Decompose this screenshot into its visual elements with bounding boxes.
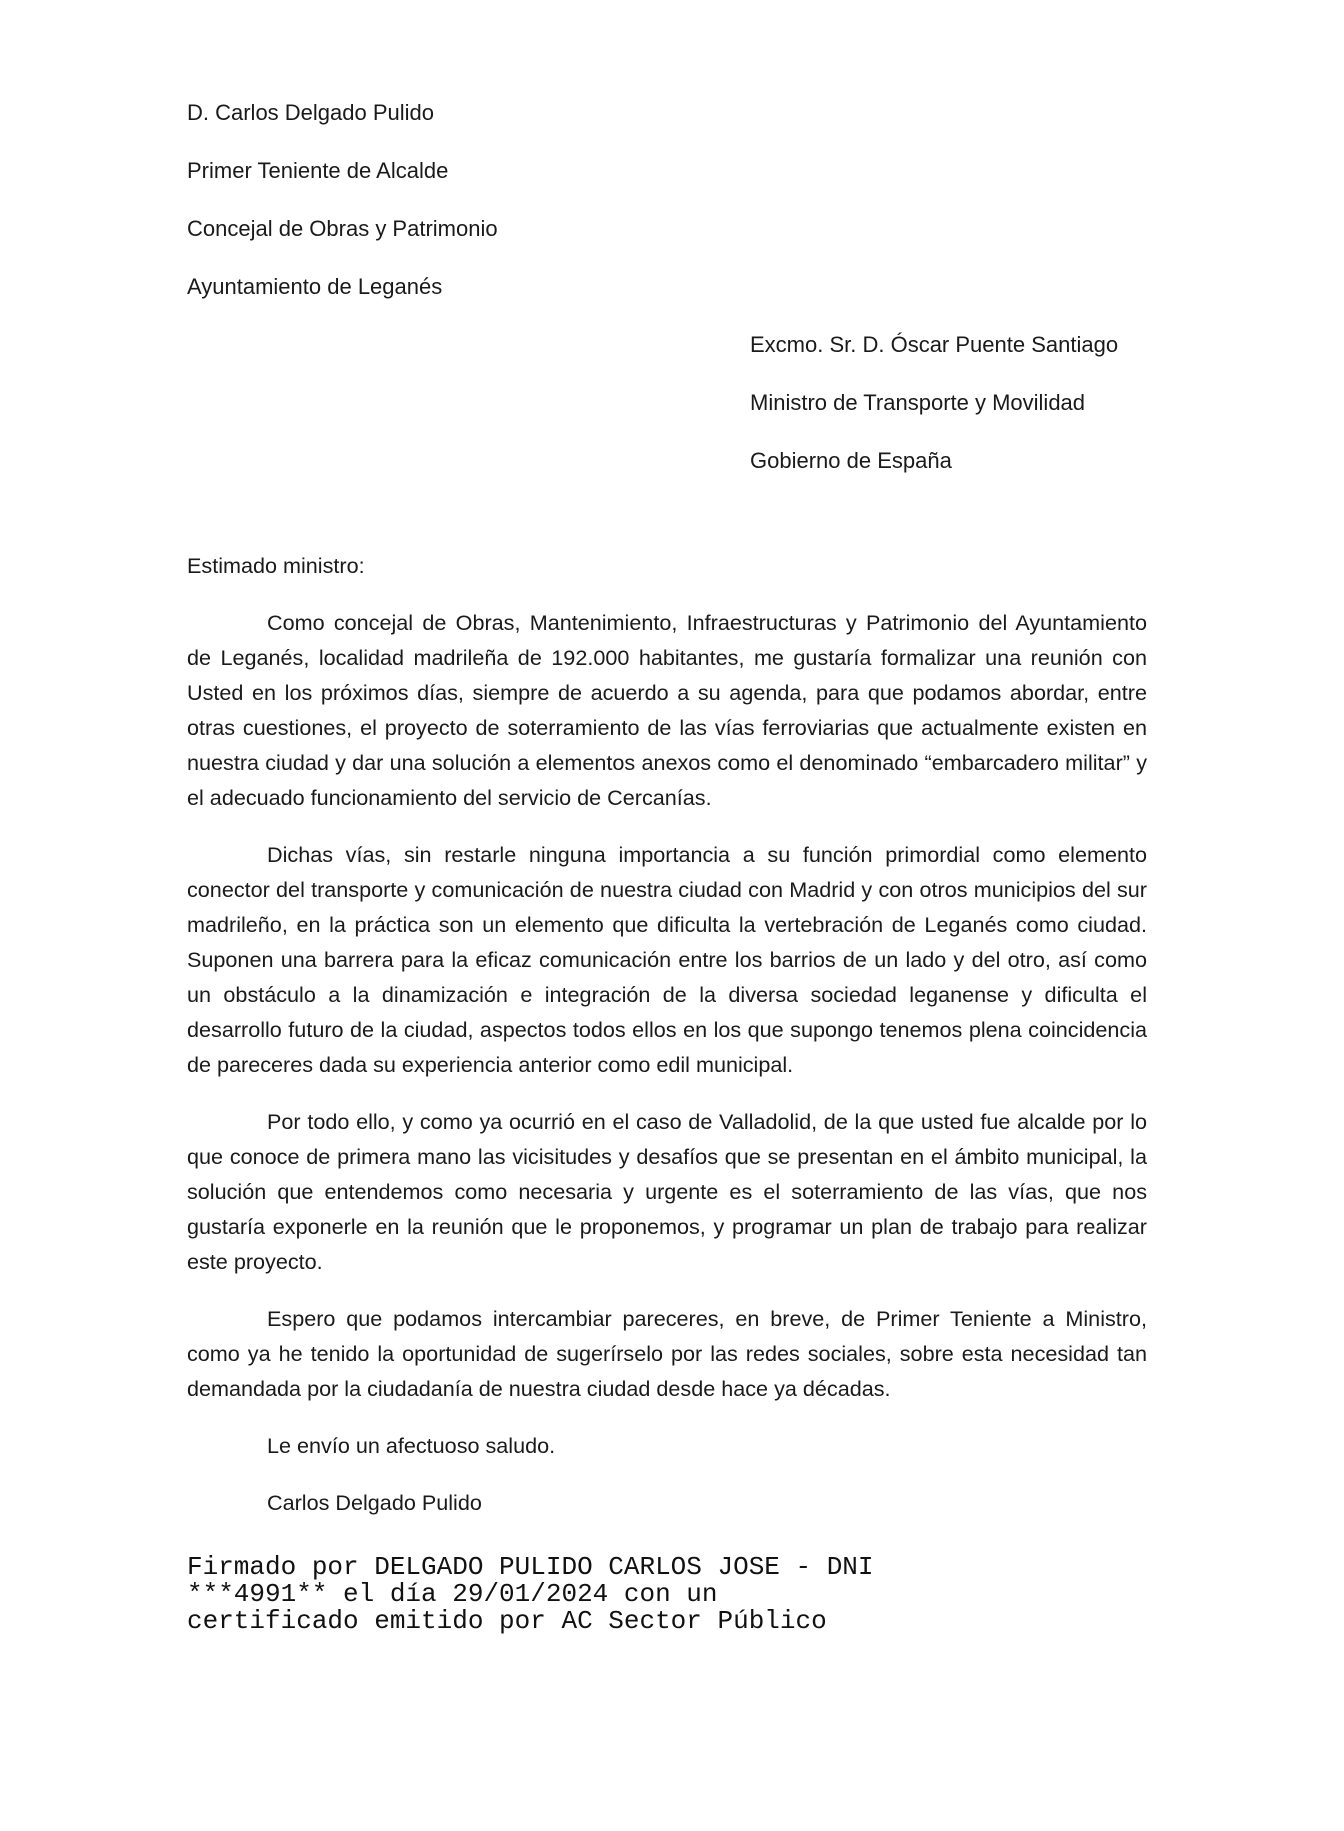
greeting: Estimado ministro: — [187, 553, 365, 578]
sender-organization: Ayuntamiento de Leganés — [187, 274, 443, 299]
letter-body — [187, 548, 1147, 1520]
body-paragraph: Dichas vías, sin restarle ninguna importancia a su función primordial como elemento conector del transporte y comunicación de nuestra ciudad con Madrid y con otros municipios del sur madrileño, en la práctica son un elemento que dificulta la vertebración de Leganés como ciudad. Suponen una barrera para la eficaz comunicación entre los barrios de un lado y del otro, así como un obstáculo a la dinamización e integración de la diversa sociedad leganense y dificulta el desarrollo futuro de la ciudad, aspectos todos ellos en los que supongo tenemos plena coincidencia de pareceres dada su experiencia anterior como edil municipal. — [187, 842, 1147, 1077]
sender-block — [187, 84, 498, 316]
recipient-organization: Gobierno de España — [750, 448, 952, 473]
recipient-block — [750, 316, 1118, 490]
sender-department: Concejal de Obras y Patrimonio — [187, 216, 498, 241]
electronic-signature-stamp — [187, 1554, 874, 1635]
e-signature-line: ***4991** el día 29/01/2024 con un — [187, 1579, 718, 1609]
sender-name: D. Carlos Delgado Pulido — [187, 100, 435, 125]
recipient-title: Ministro de Transporte y Movilidad — [750, 390, 1086, 415]
closing-line: Le envío un afectuoso saludo. — [267, 1433, 556, 1458]
body-paragraph: Como concejal de Obras, Mantenimiento, Infraestructuras y Patrimonio del Ayuntamiento de Leganés, localidad madrileña de 192.000 habitantes, me gustaría formalizar una reunión con Usted en los próximos días, siempre de acuerdo a su agenda, para que podamos abordar, entre otras cuestiones, el proyecto de soterramiento de las vías ferroviarias que actualmente existen en nuestra ciudad y dar una solución a elementos anexos como el denominado “embarcadero militar” y el adecuado funcionamiento del servicio de Cercanías. — [187, 610, 1147, 810]
recipient-name: Excmo. Sr. D. Óscar Puente Santiago — [750, 332, 1119, 357]
e-signature-line: Firmado por DELGADO PULIDO CARLOS JOSE - DNI — [187, 1552, 874, 1582]
signature-name: Carlos Delgado Pulido — [267, 1490, 482, 1515]
body-paragraph: Espero que podamos intercambiar pareceres, en breve, de Primer Teniente a Ministro, como ya he tenido la oportunidad de sugerírselo por las redes sociales, sobre esta necesidad tan demandada por la ciudadanía de nuestra ciudad desde hace ya décadas. — [187, 1306, 1147, 1401]
body-paragraph: Por todo ello, y como ya ocurrió en el caso de Valladolid, de la que usted fue alcalde por lo que conoce de primera mano las vicisitudes y desafíos que se presentan en el ámbito municipal, la solución que entendemos como necesaria y urgente es el soterramiento de las vías, que nos gustaría exponerle en la reunión que le proponemos, y programar un plan de trabajo para realizar este proyecto. — [187, 1109, 1147, 1274]
e-signature-line: certificado emitido por AC Sector Público — [187, 1606, 827, 1636]
sender-title: Primer Teniente de Alcalde — [187, 158, 449, 183]
